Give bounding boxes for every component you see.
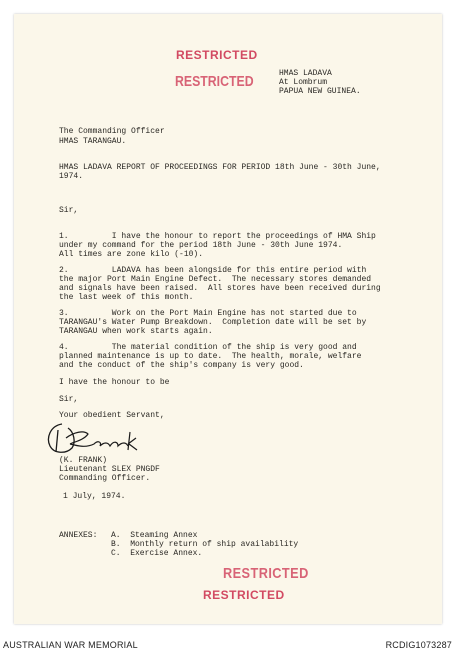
recipient-line-2: HMAS TARANGAU. <box>59 137 127 146</box>
paragraph-1-line-3: All times are zone kilo (-10). <box>59 250 204 259</box>
signatory-name: (K. FRANK) <box>59 456 108 465</box>
address-line-3: PAPUA NEW GUINEA. <box>279 87 361 96</box>
handwritten-signature <box>44 420 144 458</box>
recipient-line-1: The Commanding Officer <box>59 127 165 136</box>
restricted-stamp-bottom-faded: RESTRICTED <box>223 565 309 582</box>
paragraph-3-line-2: TARANGAU's Water Pump Breakdown. Completion date will be set by <box>59 318 367 327</box>
annex-c: C. Exercise Annex. <box>111 549 203 558</box>
annex-b: B. Monthly return of ship availability <box>111 540 299 549</box>
restricted-stamp-top-faded: RESTRICTED <box>175 73 254 90</box>
paragraph-2-line-1: 2. LADAVA has been alongside for this entire period with <box>59 266 367 275</box>
paragraph-2-line-4: the last week of this month. <box>59 293 194 302</box>
closing-line-1: I have the honour to be <box>59 378 170 387</box>
paragraph-1-line-2: under my command for the period 18th June - 30th June 1974. <box>59 241 343 250</box>
paragraph-3-line-3: TARANGAU when work starts again. <box>59 327 213 336</box>
restricted-stamp-bottom: RESTRICTED <box>203 588 285 602</box>
paragraph-4-line-1: 4. The material condition of the ship is very good and <box>59 343 357 352</box>
letter-date: 1 July, 1974. <box>63 492 126 501</box>
salutation: Sir, <box>59 206 79 215</box>
address-line-2: At Lombrum <box>279 78 328 87</box>
signatory-rank: Lieutenant SLEX PNGDF <box>59 465 160 474</box>
closing-line-3: Your obedient Servant, <box>59 411 165 420</box>
paragraph-3-line-1: 3. Work on the Port Main Engine has not started due to <box>59 309 357 318</box>
restricted-stamp-top: RESTRICTED <box>176 48 258 62</box>
paragraph-2-line-2: the major Port Main Engine Defect. The necessary stores demanded <box>59 275 372 284</box>
annexes-label: ANNEXES: <box>59 531 98 540</box>
closing-line-2: Sir, <box>59 395 79 404</box>
paragraph-2-line-3: and signals have been raised. All stores have been received during <box>59 284 381 293</box>
footer-record-id: RCDIG1073287 <box>385 640 452 650</box>
paragraph-1-line-1: 1. I have the honour to report the proceedings of HMA Ship <box>59 232 376 241</box>
address-line-1: HMAS LADAVA <box>279 69 332 78</box>
subject-line-1: HMAS LADAVA REPORT OF PROCEEDINGS FOR PERIOD 18th June - 30th June, <box>59 163 381 172</box>
paragraph-4-line-3: and the conduct of the ship's company is very good. <box>59 361 304 370</box>
annex-a: A. Steaming Annex <box>111 531 198 540</box>
footer-institution: AUSTRALIAN WAR MEMORIAL <box>3 640 138 650</box>
paragraph-4-line-2: planned maintenance is up to date. The health, morale, welfare <box>59 352 362 361</box>
signatory-role: Commanding Officer. <box>59 474 151 483</box>
subject-line-2: 1974. <box>59 172 84 181</box>
